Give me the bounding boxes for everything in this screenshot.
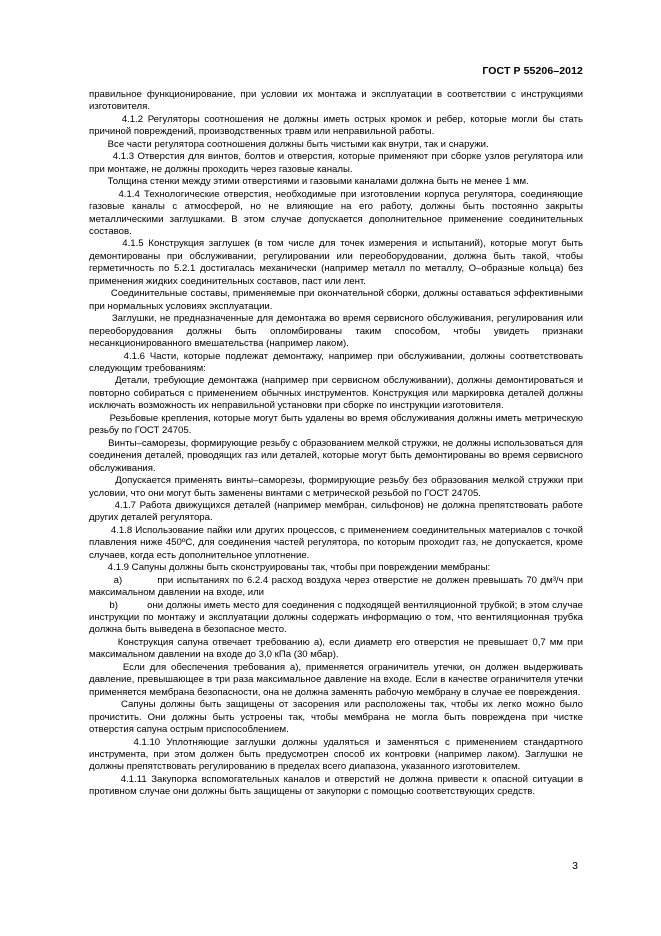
paragraph: Толщина стенки между этими отверстиями и газовыми каналами должна быть не менее 1 мм. [89, 176, 529, 188]
paragraph: Заглушки, не предназначенные для демонтажа во время сервисного обслуживания, регулирования или переоборудования должны быть опломбированы таким способом, чтобы увидеть признаки несанкционированного вмешательства (например лаком). [89, 313, 583, 350]
paragraph: 4.1.9 Сапуны должны быть сконструированы так, чтобы при повреждении мембраны: [89, 562, 491, 574]
paragraph: 4.1.11 Закупорка вспомогательных каналов и отверстий не должна привести к опасной ситуации в противном случае они должны быть защищены от закупорки с помощью соответствующих средств. [89, 773, 583, 798]
paragraph: Соединительные составы, применяемые при окончательной сборки, должны оставаться эффективными при нормальных условиях эксплуатации. [89, 288, 583, 312]
page-number: 3 [572, 860, 578, 872]
paragraph: Сапуны должны быть защищены от засорения или расположены так, чтобы их легко можно было прочистить. Они должны быть устроены так, чтобы мембрана не могла быть повреждена при чистке отверстия сапуна острым приспособлением. [89, 699, 583, 736]
paragraph: 4.1.4 Технологические отверстия, необходимые при изготовлении корпуса регулятора, соединяющие газовые каналы с атмосферой, но не влияющие на его работу, должны быть постоянно закрыты металлическими заглушками. В этом случае допускается дополнительное применение соединительных составов. [89, 188, 583, 237]
paragraph: 4.1.7 Работа движущихся деталей (например мембран, сильфонов) не должна препятствовать работе других деталей регулятора. [89, 499, 583, 524]
paragraph: Если для обеспечения требования а), применяется ограничитель утечки, он должен выдерживать давление, превышающее в три раза максимальное давление на входе. Если в качестве ограничителя утечки применяется мембрана безопасности, она не должна заменять рабочую мембрану в случае ее повреждения. [89, 661, 583, 698]
paragraph: Конструкция сапуна отвечает требованию а), если диаметр его отверстия не превышает 0,7 мм при максимальном давлении на входе до 3,0 кПа (30 мбар). [89, 636, 583, 661]
paragraph: 4.1.6 Части, которые подлежат демонтажу, например при обслуживании, должны соответствовать следующим требованиям: [89, 350, 583, 374]
paragraph: 4.1.2 Регуляторы соотношения не должны иметь острых кромок и ребер, которые могли бы стать причиной повреждений, производственных травм или неправильной работы. [89, 113, 583, 138]
paragraph: Резьбовые крепления, которые могут быть удалены во время обслуживания должны иметь метрическую резьбу по ГОСТ 24705. [89, 412, 583, 437]
paragraph: 4.1.3 Отверстия для винтов, болтов и отверстия, которые применяют при сборке узлов регулятора или при монтаже, не должны проходить через газовые каналы. [89, 151, 583, 175]
document-body [89, 89, 583, 799]
paragraph: 4.1.8 Использование пайки или других процессов, с применением соединительных материалов с точкой плавления ниже 450ºС, для соединения частей регулятора, по которым проходит газ, не допускается, кроме случаев, когда есть дополнительное уплотнение. [89, 524, 583, 561]
paragraph: правильное функционирование, при условии их монтажа и эксплуатации в соответствии с инструкциями изготовителя. [89, 89, 583, 113]
paragraph: Винты–саморезы, формирующие резьбу с образованием мелкой стружки, не должны использоваться для соединения деталей, проводящих газ или деталей, которые могут быть демонтированы во время сервисного обслуживания. [89, 437, 583, 474]
paragraph: Все части регулятора соотношения должны быть чистыми как внутри, так и снаружи. [89, 138, 489, 150]
list-item: b) они должны иметь место для соединения с подходящей вентиляционной трубкой; в этом случае инструкции по монтажу и эксплуатации должны содержать информацию о том, что вентиляционная трубка должна быть выведена в безопасное место. [89, 599, 583, 636]
list-item: a) при испытаниях по 6.2.4 расход воздуха через отверстие не должен превышать 70 дм³/ч при максимальном давлении на входе, или [89, 574, 583, 599]
paragraph: 4.1.5 Конструкция заглушек (в том числе для точек измерения и испытаний), которые могут быть демонтированы при обслуживании, регулировании или переоборудовании, должна быть такой, чтобы герметичность по 5.2.1 достигалась механически (например металл по металлу, О–образные кольца) без применения жидких соединительных составов, паст или лент. [89, 238, 583, 287]
paragraph: 4.1.10 Уплотняющие заглушки должны удаляться и заменяться с применением стандартного инструмента, при этом должен быть предусмотрен способ их контровки (например лаком). Заглушки не должны препятствовать регулированию в пределах всего диапазона, указанного изготовителем. [89, 736, 583, 773]
document-header-id: ГОСТ Р 55206–2012 [482, 65, 583, 77]
paragraph: Допускается применять винты–саморезы, формирующие резьбу без образования мелкой стружки при условии, что они могут быть заменены винтами с метрической резьбой по ГОСТ 24705. [89, 475, 583, 499]
paragraph: Детали, требующие демонтажа (например при сервисном обслуживании), должны демонтироваться и повторно собираться с применением обычных инструментов. Конструкция или маркировка деталей должны исключать возможность их неправильной установки при сборке по инструкции изготовителя. [89, 375, 583, 412]
